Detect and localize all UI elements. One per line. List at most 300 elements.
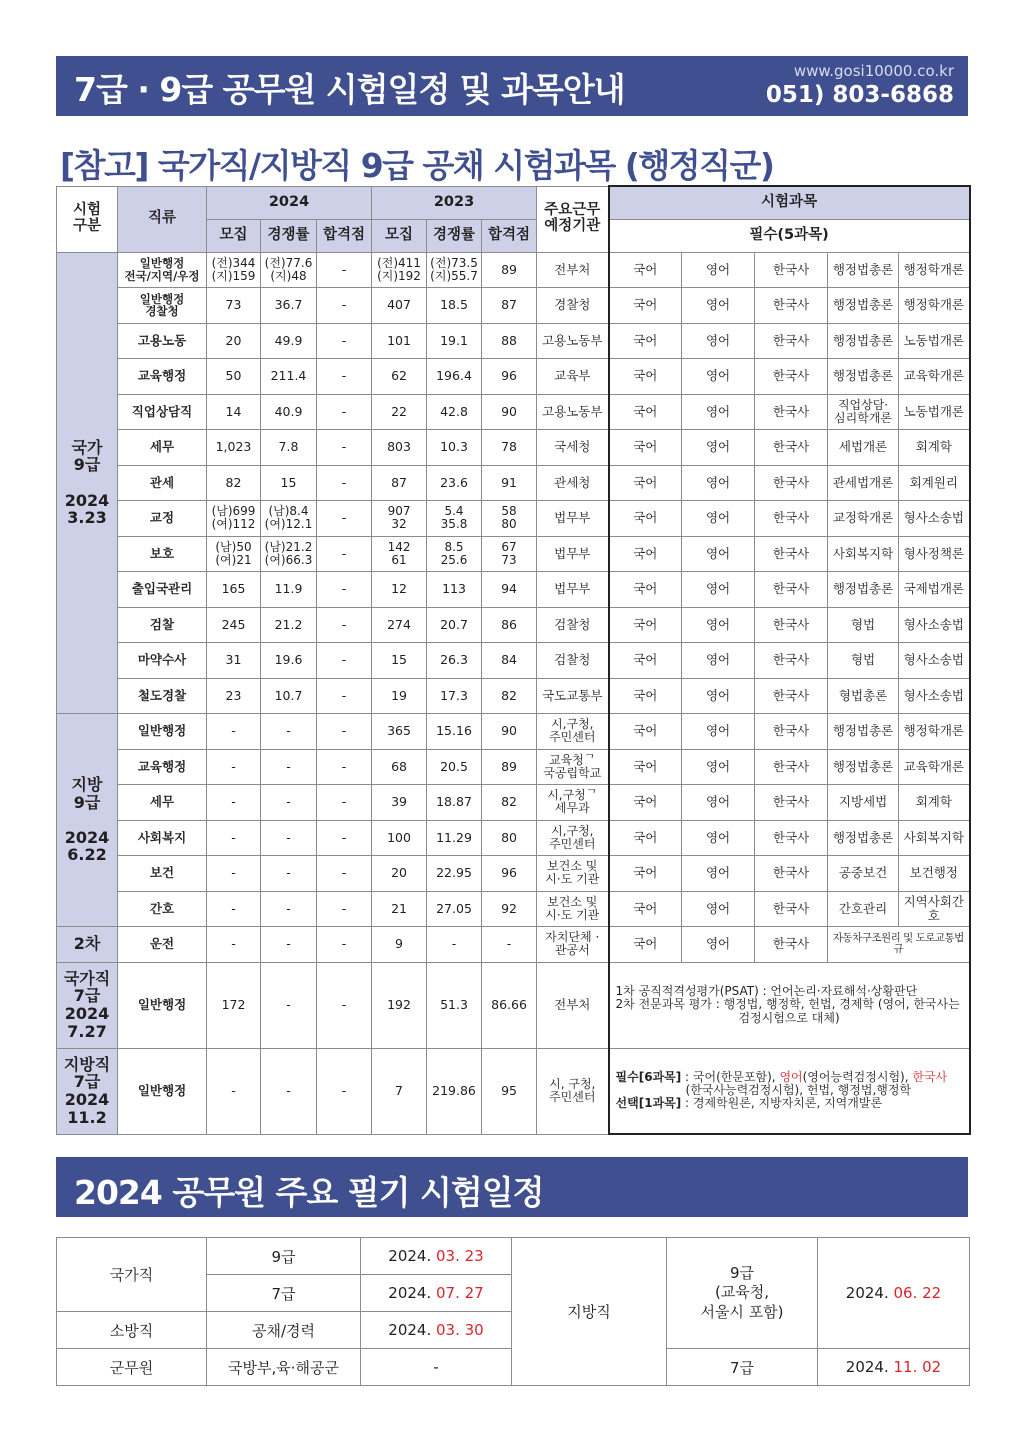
- subject-cell: 한국사: [755, 714, 828, 750]
- stat-cell: -: [207, 785, 261, 821]
- stat-cell: 87: [372, 465, 427, 501]
- stat-cell: 20: [207, 323, 261, 359]
- header-subjects: 시험과목: [609, 186, 970, 219]
- stat-cell: -: [317, 962, 372, 1048]
- stat-cell: 96: [482, 856, 537, 892]
- agency-cell: 자치단체 · 관공서: [537, 927, 609, 963]
- stat-cell: 94: [482, 572, 537, 608]
- subject-cell: 교육학개론: [899, 749, 970, 785]
- subject-cell: 영어: [682, 714, 755, 750]
- stat-cell: 274: [372, 607, 427, 643]
- subject-cell: 한국사: [755, 607, 828, 643]
- agency-cell: 법무부: [537, 501, 609, 537]
- stat-cell: -: [317, 820, 372, 856]
- agency-cell: 법무부: [537, 572, 609, 608]
- stat-cell: 245: [207, 607, 261, 643]
- cell-army-date: -: [361, 1349, 512, 1386]
- stat-cell: 21.2: [261, 607, 317, 643]
- table-row-nat7: [57, 962, 970, 1048]
- stat-cell: 211.4: [261, 359, 317, 395]
- agency-cell: 국도교통부: [537, 678, 609, 714]
- subject-cell: 한국사: [755, 785, 828, 821]
- stat-cell: 88: [482, 323, 537, 359]
- subject-cell: 한국사: [755, 394, 828, 430]
- table-row: [57, 678, 970, 714]
- stat-cell: -: [261, 1048, 317, 1134]
- stat-cell: -: [317, 572, 372, 608]
- page-title: 7급 · 9급 공무원 시험일정 및 과목안내: [74, 70, 625, 109]
- subject-cell: 형법: [828, 643, 899, 679]
- subject-cell: 국어: [609, 536, 682, 572]
- agency-cell: 교육청ᄀ 국공립학교: [537, 749, 609, 785]
- subject-cell: 간호관리: [828, 891, 899, 927]
- stat-cell: 172: [207, 962, 261, 1048]
- subject-cell: 행정법총론: [828, 288, 899, 324]
- subject-cell: 회계원리: [899, 465, 970, 501]
- header-exam: 시험 구분: [57, 186, 118, 252]
- subject-cell: 한국사: [755, 820, 828, 856]
- subject-cell: 공중보건: [828, 856, 899, 892]
- stat-cell: 50: [207, 359, 261, 395]
- website-url[interactable]: www.gosi10000.co.kr: [793, 62, 954, 80]
- stat-cell: -: [207, 891, 261, 927]
- subject-cell: 한국사: [755, 749, 828, 785]
- stat-cell: 89: [482, 749, 537, 785]
- stat-cell: 40.9: [261, 394, 317, 430]
- job-name: 보건: [118, 856, 207, 892]
- subject-cell: 한국사: [755, 323, 828, 359]
- stat-cell: 142 61: [372, 536, 427, 572]
- stat-cell: -: [207, 820, 261, 856]
- cell-national-7: 7급: [207, 1275, 361, 1312]
- agency-cell: 검찰청: [537, 643, 609, 679]
- subject-cell: 한국사: [755, 678, 828, 714]
- stat-cell: -: [207, 927, 261, 963]
- job-name: 일반행정 경찰청: [118, 288, 207, 324]
- cell-fire: 소방직: [57, 1312, 207, 1349]
- stat-cell: 219.86: [427, 1048, 482, 1134]
- schedule-table: [56, 1237, 970, 1386]
- table-row: [57, 607, 970, 643]
- stat-cell: -: [317, 856, 372, 892]
- subject-cell: 행정법총론: [828, 820, 899, 856]
- stat-cell: -: [207, 856, 261, 892]
- header-col: 경쟁률: [427, 219, 482, 252]
- table-row: [57, 891, 970, 927]
- stat-cell: (전)77.6 (지)48: [261, 252, 317, 288]
- subject-cell: 영어: [682, 252, 755, 288]
- subject-cell: 형법총론: [828, 678, 899, 714]
- subject-cell: 형사소송법: [899, 643, 970, 679]
- subject-cell: 한국사: [755, 927, 828, 963]
- stat-cell: 82: [482, 678, 537, 714]
- subject-cell: 사회복지학: [899, 820, 970, 856]
- stat-cell: 90: [482, 714, 537, 750]
- stat-cell: 23.6: [427, 465, 482, 501]
- group-label: 지방 9급 2024 6.22: [57, 714, 118, 927]
- cell-army: 군무원: [57, 1349, 207, 1386]
- stat-cell: 49.9: [261, 323, 317, 359]
- subject-cell: 영어: [682, 927, 755, 963]
- stat-cell: 8.5 25.6: [427, 536, 482, 572]
- table-row: [57, 359, 970, 395]
- cell-local-7: 7급: [667, 1349, 818, 1386]
- stat-cell: 18.87: [427, 785, 482, 821]
- stat-cell: -: [261, 820, 317, 856]
- subject-cell: 형법: [828, 607, 899, 643]
- cell-local-9: 9급 (교육청, 서울시 포함): [667, 1238, 818, 1349]
- subject-cell: 한국사: [755, 288, 828, 324]
- stat-cell: 11.9: [261, 572, 317, 608]
- subject-cell: 세법개론: [828, 430, 899, 466]
- table-row: [57, 536, 970, 572]
- subject-cell: 영어: [682, 536, 755, 572]
- stat-cell: -: [207, 1048, 261, 1134]
- subject-cell: 영어: [682, 820, 755, 856]
- stat-cell: 196.4: [427, 359, 482, 395]
- stat-cell: 803: [372, 430, 427, 466]
- stat-cell: -: [261, 749, 317, 785]
- agency-cell: 국세청: [537, 430, 609, 466]
- stat-cell: 86.66: [482, 962, 537, 1048]
- job-name: 일반행정: [118, 1048, 207, 1134]
- stat-cell: -: [482, 927, 537, 963]
- stat-cell: 78: [482, 430, 537, 466]
- job-name: 사회복지: [118, 820, 207, 856]
- cell-national: 국가직: [57, 1238, 207, 1312]
- stat-cell: -: [261, 927, 317, 963]
- subject-cell: 교정학개론: [828, 501, 899, 537]
- table-row: [57, 785, 970, 821]
- subject-cell: 형사소송법: [899, 607, 970, 643]
- subject-cell: 국어: [609, 714, 682, 750]
- agency-cell: 보건소 및 시·도 기관: [537, 891, 609, 927]
- cell-army-type: 국방부,육·해공군: [207, 1349, 361, 1386]
- subject-cell: 국어: [609, 820, 682, 856]
- table-row: [57, 323, 970, 359]
- subject-cell: 지방세법: [828, 785, 899, 821]
- table-row: [57, 927, 970, 963]
- stat-cell: 20.7: [427, 607, 482, 643]
- subject-cell: 노동법개론: [899, 394, 970, 430]
- stat-cell: 12: [372, 572, 427, 608]
- stat-cell: -: [317, 678, 372, 714]
- subjects-note: 필수[6과목] : 국어(한문포함), 영어(영어능력검정시험), 한국사 (한국사능력검정시험), 헌법, 행정법,행정학 선택[1과목] : 경제학원론, 지방자치론, 지역개발론: [609, 1048, 970, 1134]
- stat-cell: 96: [482, 359, 537, 395]
- subject-cell: 국어: [609, 856, 682, 892]
- subject-cell: 행정법총론: [828, 252, 899, 288]
- stat-cell: 5.4 35.8: [427, 501, 482, 537]
- stat-cell: -: [261, 714, 317, 750]
- job-name: 관세: [118, 465, 207, 501]
- agency-cell: 전부처: [537, 962, 609, 1048]
- subject-cell: 한국사: [755, 572, 828, 608]
- job-name: 검찰: [118, 607, 207, 643]
- job-name: 운전: [118, 927, 207, 963]
- agency-cell: 고용노동부: [537, 394, 609, 430]
- subject-cell: 한국사: [755, 891, 828, 927]
- stat-cell: 89: [482, 252, 537, 288]
- stat-cell: 165: [207, 572, 261, 608]
- stat-cell: 192: [372, 962, 427, 1048]
- stat-cell: 27.05: [427, 891, 482, 927]
- subject-cell: 행정학개론: [899, 714, 970, 750]
- subject-cell: 국어: [609, 891, 682, 927]
- stat-cell: 26.3: [427, 643, 482, 679]
- subject-cell: 영어: [682, 501, 755, 537]
- job-name: 세무: [118, 785, 207, 821]
- subject-cell: 행정법총론: [828, 714, 899, 750]
- stat-cell: 14: [207, 394, 261, 430]
- stat-cell: -: [317, 288, 372, 324]
- stat-cell: 82: [207, 465, 261, 501]
- stat-cell: (전)344 (지)159: [207, 252, 261, 288]
- subject-cell: 국어: [609, 359, 682, 395]
- subject-cell: 한국사: [755, 643, 828, 679]
- subject-cell: 영어: [682, 430, 755, 466]
- table-row-loc7: [57, 1048, 970, 1134]
- stat-cell: -: [317, 643, 372, 679]
- stat-cell: -: [317, 714, 372, 750]
- agency-cell: 교육부: [537, 359, 609, 395]
- group-label: 지방직 7급 2024 11.2: [57, 1048, 118, 1134]
- agency-cell: 보건소 및 시·도 기관: [537, 856, 609, 892]
- stat-cell: -: [427, 927, 482, 963]
- header-job: 직류: [118, 186, 207, 252]
- stat-cell: 7: [372, 1048, 427, 1134]
- subject-cell: 한국사: [755, 252, 828, 288]
- header-required: 필수(5과목): [609, 219, 970, 252]
- stat-cell: (전)73.5 (지)55.7: [427, 252, 482, 288]
- job-name: 고용노동: [118, 323, 207, 359]
- stat-cell: 31: [207, 643, 261, 679]
- stat-cell: 42.8: [427, 394, 482, 430]
- subject-cell: 형사소송법: [899, 501, 970, 537]
- job-name: 일반행정: [118, 962, 207, 1048]
- section-title: [참고] 국가직/지방직 9급 공채 시험과목 (행정직군): [60, 146, 774, 185]
- stat-cell: 10.7: [261, 678, 317, 714]
- stat-cell: 95: [482, 1048, 537, 1134]
- header-col: 합격점: [482, 219, 537, 252]
- subject-cell: 자동차구조원리 및 도로교통법규: [828, 927, 970, 963]
- stat-cell: 907 32: [372, 501, 427, 537]
- subject-cell: 회계학: [899, 785, 970, 821]
- subject-cell: 영어: [682, 607, 755, 643]
- subject-cell: 국어: [609, 430, 682, 466]
- subject-cell: 영어: [682, 323, 755, 359]
- group-label: 국가직 7급 2024 7.27: [57, 962, 118, 1048]
- stat-cell: 17.3: [427, 678, 482, 714]
- stat-cell: -: [317, 394, 372, 430]
- subject-cell: 교육학개론: [899, 359, 970, 395]
- subject-cell: 한국사: [755, 536, 828, 572]
- agency-cell: 관세청: [537, 465, 609, 501]
- cell-fire-type: 공채/경력: [207, 1312, 361, 1349]
- stat-cell: 22: [372, 394, 427, 430]
- group-label: 2차: [57, 927, 118, 963]
- stat-cell: 407: [372, 288, 427, 324]
- stat-cell: (남)50 (여)21: [207, 536, 261, 572]
- stat-cell: 92: [482, 891, 537, 927]
- stat-cell: 7.8: [261, 430, 317, 466]
- agency-cell: 시,구청ᄀ 세무과: [537, 785, 609, 821]
- agency-cell: 경찰청: [537, 288, 609, 324]
- job-name: 철도경찰: [118, 678, 207, 714]
- table-row: [57, 288, 970, 324]
- subject-cell: 국어: [609, 678, 682, 714]
- table-row: [57, 465, 970, 501]
- subject-cell: 관세법개론: [828, 465, 899, 501]
- agency-cell: 시, 구청, 주민센터: [537, 1048, 609, 1134]
- stat-cell: 365: [372, 714, 427, 750]
- stat-cell: 90: [482, 394, 537, 430]
- job-name: 교육행정: [118, 359, 207, 395]
- stat-cell: -: [317, 536, 372, 572]
- subject-cell: 행정학개론: [899, 252, 970, 288]
- subject-cell: 행정법총론: [828, 749, 899, 785]
- cell-national-9-date: 2024. 03. 23: [361, 1238, 512, 1275]
- stat-cell: 20.5: [427, 749, 482, 785]
- stat-cell: 68: [372, 749, 427, 785]
- job-name: 교육행정: [118, 749, 207, 785]
- table-row: [57, 643, 970, 679]
- subject-cell: 국어: [609, 643, 682, 679]
- subject-cell: 국어: [609, 927, 682, 963]
- stat-cell: -: [207, 749, 261, 785]
- stat-cell: -: [207, 714, 261, 750]
- stat-cell: (전)411 (지)192: [372, 252, 427, 288]
- header-2023: 2023: [372, 186, 537, 219]
- stat-cell: 21: [372, 891, 427, 927]
- table-row: [57, 749, 970, 785]
- stat-cell: 87: [482, 288, 537, 324]
- cell-local-9-date: 2024. 06. 22: [818, 1238, 970, 1349]
- header-col: 모집: [207, 219, 261, 252]
- subject-cell: 국어: [609, 607, 682, 643]
- subject-cell: 한국사: [755, 430, 828, 466]
- agency-cell: 검찰청: [537, 607, 609, 643]
- cell-fire-date: 2024. 03. 30: [361, 1312, 512, 1349]
- table-row: [57, 572, 970, 608]
- stat-cell: 18.5: [427, 288, 482, 324]
- stat-cell: 15: [372, 643, 427, 679]
- stat-cell: 15: [261, 465, 317, 501]
- subject-cell: 영어: [682, 785, 755, 821]
- subject-cell: 행정법총론: [828, 572, 899, 608]
- stat-cell: -: [317, 891, 372, 927]
- subject-cell: 영어: [682, 749, 755, 785]
- subject-cell: 한국사: [755, 465, 828, 501]
- stat-cell: -: [317, 607, 372, 643]
- table-row: [57, 501, 970, 537]
- subject-cell: 국어: [609, 288, 682, 324]
- stat-cell: -: [317, 323, 372, 359]
- subjects-note: 1차 공직적격성평가(PSAT) : 언어논리·자료해석·상황판단 2차 전문과목 평가 : 행정법, 행정학, 헌법, 경제학 (영어, 한국사는 검정시험으로 대체): [609, 962, 970, 1048]
- cell-local: 지방직: [512, 1238, 667, 1386]
- subject-cell: 국어: [609, 252, 682, 288]
- stat-cell: 10.3: [427, 430, 482, 466]
- stat-cell: 9: [372, 927, 427, 963]
- stat-cell: 62: [372, 359, 427, 395]
- stat-cell: -: [317, 785, 372, 821]
- stat-cell: 58 80: [482, 501, 537, 537]
- agency-cell: 법무부: [537, 536, 609, 572]
- stat-cell: 23: [207, 678, 261, 714]
- subject-cell: 사회복지학: [828, 536, 899, 572]
- stat-cell: 91: [482, 465, 537, 501]
- schedule-title: 2024 공무원 주요 필기 시험일정: [74, 1173, 544, 1212]
- job-name: 출입국관리: [118, 572, 207, 608]
- stat-cell: -: [317, 749, 372, 785]
- job-name: 보호: [118, 536, 207, 572]
- header-banner: [56, 56, 968, 116]
- cell-national-7-date: 2024. 07. 27: [361, 1275, 512, 1312]
- subject-cell: 영어: [682, 394, 755, 430]
- subject-cell: 영어: [682, 643, 755, 679]
- stat-cell: -: [261, 856, 317, 892]
- stat-cell: 82: [482, 785, 537, 821]
- schedule-banner: [56, 1157, 968, 1217]
- stat-cell: -: [317, 1048, 372, 1134]
- agency-cell: 고용노동부: [537, 323, 609, 359]
- stat-cell: 100: [372, 820, 427, 856]
- subject-cell: 한국사: [755, 501, 828, 537]
- stat-cell: (남)21.2 (여)66.3: [261, 536, 317, 572]
- header-col: 합격점: [317, 219, 372, 252]
- subject-cell: 형사소송법: [899, 678, 970, 714]
- subject-cell: 국어: [609, 749, 682, 785]
- subject-cell: 국어: [609, 501, 682, 537]
- stat-cell: 113: [427, 572, 482, 608]
- stat-cell: 73: [207, 288, 261, 324]
- stat-cell: 11.29: [427, 820, 482, 856]
- stat-cell: 20: [372, 856, 427, 892]
- stat-cell: -: [317, 465, 372, 501]
- phone-number[interactable]: 051) 803-6868: [765, 82, 954, 108]
- stat-cell: 36.7: [261, 288, 317, 324]
- stat-cell: -: [317, 252, 372, 288]
- table-row: [57, 430, 970, 466]
- table-row: [57, 714, 970, 750]
- subject-cell: 행정학개론: [899, 288, 970, 324]
- stat-cell: 39: [372, 785, 427, 821]
- job-name: 교정: [118, 501, 207, 537]
- subject-cell: 직업상담· 심리학개론: [828, 394, 899, 430]
- subject-cell: 회계학: [899, 430, 970, 466]
- subject-cell: 국어: [609, 323, 682, 359]
- header-2024: 2024: [207, 186, 372, 219]
- header-col: 모집: [372, 219, 427, 252]
- subjects-table: [56, 185, 971, 1135]
- agency-cell: 전부처: [537, 252, 609, 288]
- table-row: [57, 856, 970, 892]
- stat-cell: (남)699 (여)112: [207, 501, 261, 537]
- subject-cell: 국어: [609, 394, 682, 430]
- subject-cell: 한국사: [755, 856, 828, 892]
- subject-cell: 영어: [682, 288, 755, 324]
- table-row: [57, 252, 970, 288]
- job-name: 일반행정: [118, 714, 207, 750]
- subject-cell: 국어: [609, 785, 682, 821]
- stat-cell: 51.3: [427, 962, 482, 1048]
- subject-cell: 지역사회간호: [899, 891, 970, 927]
- header-col: 경쟁률: [261, 219, 317, 252]
- subject-cell: 보건행정: [899, 856, 970, 892]
- stat-cell: 15.16: [427, 714, 482, 750]
- job-name: 직업상담직: [118, 394, 207, 430]
- stat-cell: (남)8.4 (여)12.1: [261, 501, 317, 537]
- stat-cell: 84: [482, 643, 537, 679]
